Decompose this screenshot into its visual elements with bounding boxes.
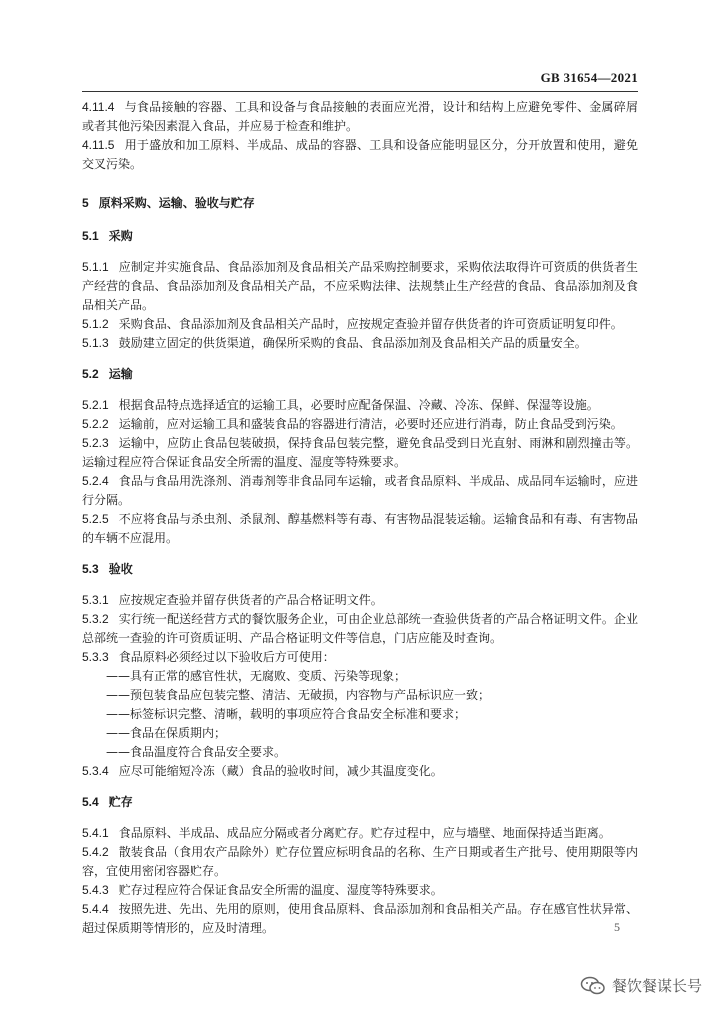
dash-item: ——食品温度符合食品安全要求。 bbox=[106, 745, 287, 759]
clause-5-3-1: 5.3.1 应按规定查验并留存供货者的产品合格证明文件。 bbox=[82, 593, 383, 607]
clause-5-2-3: 5.2.3 运输中，应防止食品包装破损，保持食品包装完整，避免食品受到日光直射、雨淋和剧烈撞击等。运输过程应符合保证食品安全所需的温度、湿度等特殊要求。 bbox=[82, 436, 638, 469]
dash-item: ——标签标识完整、清晰，载明的事项应符合食品安全标准和要求； bbox=[106, 707, 467, 721]
wechat-icon bbox=[580, 976, 606, 996]
clause-5-3-2: 5.3.2 实行统一配送经营方式的餐饮服务企业，可由企业总部统一查验供货者的产品合格证明文件。企业总部统一查验的许可资质证明、产品合格证明文件等信息，门店应能及时查询。 bbox=[82, 612, 638, 645]
dash-item: ——食品在保质期内； bbox=[106, 726, 227, 740]
header-rule bbox=[82, 91, 638, 92]
clause-5-2-5: 5.2.5 不应将食品与杀虫剂、杀鼠剂、醇基燃料等有毒、有害物品混装运输。运输食品和有毒、有害物品的车辆不应混用。 bbox=[82, 512, 638, 545]
clause-5-1-2: 5.1.2 采购食品、食品添加剂及食品相关产品时，应按规定查验并留存供货者的许可资质证明复印件。 bbox=[82, 317, 623, 331]
clause-5-2-4: 5.2.4 食品与食品用洗涤剂、消毒剂等非食品同车运输，或者食品原料、半成品、成品同车运输时，应进行分隔。 bbox=[82, 474, 638, 507]
clause-5-4-4: 5.4.4 按照先进、先出、先用的原则，使用食品原料、食品添加剂和食品相关产品。存在感官性状异常、超过保质期等情形的，应及时清理。 bbox=[82, 902, 638, 935]
clause-5-4-2: 5.4.2 散装食品（食用农产品除外）贮存位置应标明食品的名称、生产日期或者生产批号、使用期限等内容，宜使用密闭容器贮存。 bbox=[82, 845, 638, 878]
clause-5-3-3: 5.3.3 食品原料必须经过以下验收后方可使用： bbox=[82, 650, 335, 664]
clause-5-2-2: 5.2.2 运输前，应对运输工具和盛装食品的容器进行清洁，必要时还应进行消毒，防止食品受到污染。 bbox=[82, 417, 623, 431]
dash-item: ——具有正常的感官性状，无腐败、变质、污染等现象； bbox=[106, 669, 407, 683]
section-5-4-heading: 5.4 贮存 bbox=[82, 795, 133, 809]
section-5-heading: 5 原料采购、运输、验收与贮存 bbox=[82, 196, 255, 210]
clause-4-11-5: 4.11.5 用于盛放和加工原料、半成品、成品的容器、工具和设备应能明显区分，分开放置和使用，避免交叉污染。 bbox=[82, 138, 638, 171]
document-body bbox=[82, 98, 638, 938]
clause-5-3-4: 5.3.4 应尽可能缩短冷冻（藏）食品的验收时间，减少其温度变化。 bbox=[82, 764, 443, 778]
section-5-3-heading: 5.3 验收 bbox=[82, 562, 133, 576]
clause-5-2-1: 5.2.1 根据食品特点选择适宜的运输工具，必要时应配备保温、冷藏、冷冻、保鲜、保湿等设施。 bbox=[82, 398, 599, 412]
dash-item: ——预包装食品应包装完整、清洁、无破损，内容物与产品标识应一致； bbox=[106, 688, 491, 702]
watermark-text: 餐饮餐谋长号 bbox=[611, 977, 702, 995]
section-5-2-heading: 5.2 运输 bbox=[82, 367, 133, 381]
section-5-1-heading: 5.1 采购 bbox=[82, 229, 133, 243]
page-number: 5 bbox=[614, 920, 620, 934]
standard-code: GB 31654—2021 bbox=[540, 70, 638, 85]
clause-5-1-3: 5.1.3 鼓励建立固定的供货渠道，确保所采购的食品、食品添加剂及食品相关产品的质量安全。 bbox=[82, 336, 587, 350]
clause-5-1-1: 5.1.1 应制定并实施食品、食品添加剂及食品相关产品采购控制要求，采购依法取得许可资质的供货者生产经营的食品、食品添加剂及食品相关产品，不应采购法律、法规禁止生产经营的食品、食品添加剂及食品相关产品。 bbox=[82, 260, 638, 312]
watermark bbox=[580, 975, 702, 996]
clause-4-11-4: 4.11.4 与食品接触的容器、工具和设备与食品接触的表面应光滑，设计和结构上应避免零件、金属碎屑或者其他污染因素混入食品，并应易于检查和维护。 bbox=[82, 100, 638, 133]
clause-5-4-1: 5.4.1 食品原料、半成品、成品应分隔或者分离贮存。贮存过程中，应与墙壁、地面保持适当距离。 bbox=[82, 826, 611, 840]
clause-5-4-3: 5.4.3 贮存过程应符合保证食品安全所需的温度、湿度等特殊要求。 bbox=[82, 883, 443, 897]
